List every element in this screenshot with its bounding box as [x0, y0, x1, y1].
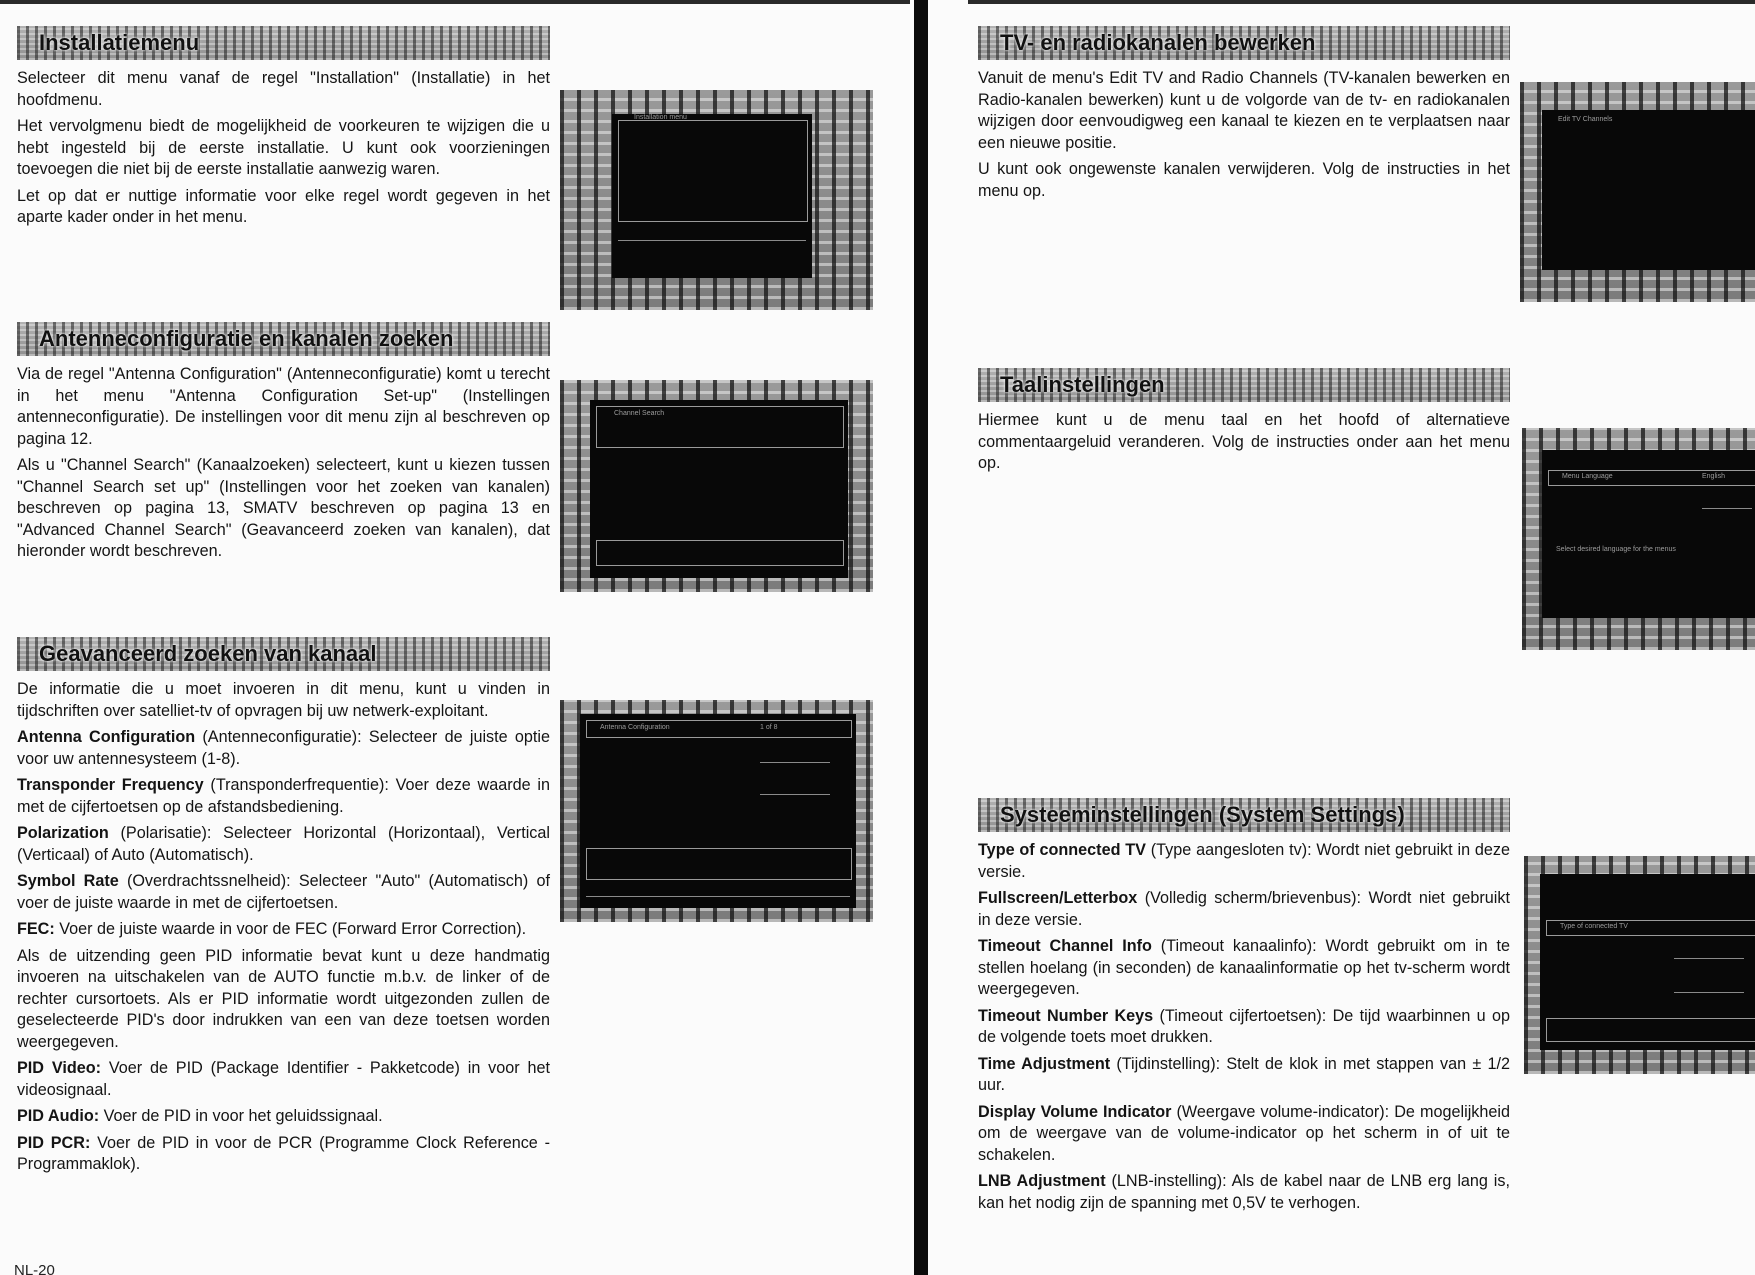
paragraph: Via de regel "Antenna Configuration" (Antenneconfiguratie) komt u terecht in het menu "Antenna Configuration Set-up" (Instellingen antenneconfiguratie). De instellingen voor dit menu zijn al beschreven op pagina 12. [17, 365, 550, 448]
section-taalinstellingen [978, 368, 1510, 480]
menu-row-label: Menu Language [1562, 473, 1613, 480]
page-number: NL-20 [14, 1262, 55, 1275]
definition-item [17, 823, 550, 866]
section-body [978, 410, 1510, 475]
menu-title: Installation menu [634, 114, 687, 121]
paragraph: Als u "Channel Search" (Kanaalzoeken) selecteert, kunt u kiezen tussen "Channel Search set up" (Instellingen voor het zoeken van kanalen) beschreven op pagina 13, SMATV beschreven op pagina 13 en "Advanced Channel Search" (Geavanceerd zoeken van kanalen), dat hieronder wordt beschreven. [17, 456, 550, 560]
definition: (Tijdinstelling): Stelt de klok in met stappen van ± 1/2 uur. [978, 1054, 1510, 1094]
definition: (Polarisatie): Selecteer Horizontal (Horizontaal), Vertical (Verticaal) of Auto (Automatisch). [17, 824, 550, 864]
menu-divider [1702, 508, 1752, 509]
definition: (Timeout kanaalinfo): Wordt gebruikt om in te stellen hoelang (in seconden) de kanaalinformatie op het tv-scherm wordt weergegeven. [978, 937, 1510, 998]
term: Transponder Frequency [17, 776, 204, 794]
section-kanalen-bewerken [978, 26, 1510, 207]
section-body [17, 68, 550, 229]
section-body [17, 679, 550, 1176]
menu-divider [1674, 958, 1744, 959]
definition-item [978, 840, 1510, 883]
term: PID PCR: [17, 1133, 91, 1152]
paragraph: De informatie die u moet invoeren in dit menu, kunt u vinden in tijdschriften over satelliet-tv of opvragen bij uw netwerk-exploitant. [17, 680, 550, 720]
menu-info-box [586, 848, 852, 880]
term: Polarization [17, 824, 109, 842]
definition-item [17, 1058, 550, 1101]
section-geavanceerd-zoeken [17, 637, 550, 1181]
section-heading: Geavanceerd zoeken van kanaal [39, 641, 377, 666]
definition: Voer de PID in voor de PCR (Programme Clock Reference - Programmaklok). [17, 1133, 550, 1173]
definition: (Type aangesloten tv): Wordt niet gebruikt in deze versie. [978, 841, 1510, 881]
screenshot-language-settings [1522, 428, 1755, 650]
term: Time Adjustment [978, 1054, 1111, 1073]
definition: (Weergave volume-indicator): De mogelijkheid om de weergave van de volume-indicator op het scherm in of uit te schakelen. [978, 1102, 1510, 1164]
section-systeeminstellingen [978, 798, 1510, 1219]
section-heading: Installatiemenu [39, 30, 200, 55]
paragraph: U kunt ook ongewenste kanalen verwijderen. Volg de instructies in het menu op. [978, 160, 1510, 200]
definition: Voer de PID in voor het geluidssignaal. [99, 1107, 383, 1125]
section-heading-bar [17, 322, 550, 356]
paragraph: Hiermee kunt u de menu taal en het hoofd of alternatieve commentaargeluid veranderen. Volg de instructies onder aan het menu op. [978, 411, 1510, 472]
section-heading: Systeeminstellingen (System Settings) [1000, 802, 1405, 827]
menu-divider [760, 762, 830, 763]
menu-info-box [596, 540, 844, 566]
menu-title: Edit TV Channels [1558, 116, 1613, 123]
screenshot-advanced-channel-search [560, 700, 873, 922]
paragraph: Selecteer dit menu vanaf de regel "Installation" (Installatie) in het hoofdmenu. [17, 69, 550, 109]
top-rule [968, 0, 1755, 4]
term: PID Video: [17, 1059, 101, 1077]
term: FEC: [17, 920, 55, 938]
menu-row-value: 1 of 8 [760, 724, 778, 731]
term: PID Audio: [17, 1107, 100, 1125]
definition-item [978, 1102, 1510, 1167]
screenshot-installation-menu [560, 90, 873, 310]
term: Fullscreen/Letterbox [978, 889, 1138, 907]
section-antenneconfiguratie [17, 322, 550, 568]
menu-panel [1542, 110, 1755, 270]
definition: (Overdrachtssnelheid): Selecteer "Auto" (Automatisch) of voer de juiste waarde in met de cijfertoetsen. [17, 872, 550, 912]
paragraph: Vanuit de menu's Edit TV and Radio Channels (TV-kanalen bewerken en Radio-kanalen bewerken) kunt u de volgorde van de tv- en radiokanalen wijzigen door eenvoudigweg een kanaal te kiezen en te verplaatsen naar een nieuwe positie. [978, 69, 1510, 152]
menu-row-label: Antenna Configuration [600, 724, 670, 731]
term: Symbol Rate [17, 872, 119, 890]
top-rule [0, 0, 910, 4]
definition-item [17, 919, 550, 941]
definition-item [17, 727, 550, 770]
definition: (Antenneconfiguratie): Selecteer de juiste optie voor uw antennesysteem (1-8). [17, 728, 551, 768]
term: Timeout Number Keys [978, 1006, 1154, 1025]
paragraph: Het vervolgmenu biedt de mogelijkheid de voorkeuren te wijzigen die u hebt ingesteld bij de eerste installatie. U kunt ook voorzieningen toevoegen die niet bij de eerste installatie aanwezig waren. [17, 117, 550, 178]
screenshot-channel-search [560, 380, 873, 592]
section-heading: TV- en radiokanalen bewerken [1000, 30, 1316, 55]
definition: (Transponderfrequentie): Voer deze waarde in met de cijfertoetsen op de afstandsbediening. [17, 776, 550, 816]
menu-info-box [1546, 1018, 1755, 1042]
section-heading-bar [978, 798, 1510, 832]
screenshot-system-settings [1524, 856, 1755, 1074]
term: Antenna Configuration [17, 728, 196, 746]
paragraph: Als de uitzending geen PID informatie bevat kunt u deze handmatig invoeren na uitschakelen van de AUTO functie m.b.v. de linker of de rechter cursortoets. Als er PID informatie wordt uitgezonden zullen de geselecteerde PID's door indrukken van een van deze toetsen worden weergegeven. [17, 946, 550, 1051]
section-installatiemenu [17, 26, 550, 234]
section-heading: Antenneconfiguratie en kanalen zoeken [39, 326, 454, 351]
section-body [17, 364, 550, 563]
term: Display Volume Indicator [978, 1102, 1172, 1121]
menu-frame [618, 120, 808, 222]
section-heading-bar [17, 637, 550, 671]
screenshot-edit-channels [1520, 82, 1755, 302]
definition: (Volledig scherm/brievenbus): Wordt niet gebruikt in deze versie. [978, 889, 1510, 929]
section-body [978, 840, 1510, 1214]
menu-hint: Select desired language for the menus [1556, 546, 1676, 553]
definition: (Timeout cijfertoetsen): De tijd waarbinnen u op de volgende toets moet drukken. [978, 1006, 1511, 1046]
section-heading: Taalinstellingen [1000, 372, 1165, 397]
term: LNB Adjustment [978, 1172, 1106, 1190]
menu-divider [586, 896, 850, 897]
menu-divider [618, 240, 806, 241]
page-right [928, 0, 1755, 1275]
definition: (LNB-instelling): Als de kabel naar de LNB erg lang is, kan het nodig zijn de spanning met 0,5V te verhogen. [978, 1172, 1510, 1212]
definition-item [17, 775, 550, 818]
paragraph: Let op dat er nuttige informatie voor elke regel wordt gegeven in het aparte kader onder in het menu. [17, 186, 550, 226]
section-heading-bar [978, 26, 1510, 60]
section-body [978, 68, 1510, 202]
definition-item [978, 1006, 1510, 1049]
term: Timeout Channel Info [978, 937, 1152, 955]
definition-item [978, 936, 1510, 1001]
definition-item [978, 888, 1510, 931]
section-heading-bar [17, 26, 550, 60]
menu-divider [760, 794, 830, 795]
menu-divider [1674, 992, 1744, 993]
menu-title: Channel Search [614, 410, 665, 417]
definition-item [978, 1054, 1510, 1097]
definition-item [17, 1106, 550, 1128]
definition-item [17, 871, 550, 914]
definition-item [17, 1133, 550, 1176]
definition: Voer de PID (Package Identifier - Pakketcode) in voor het videosignaal. [17, 1059, 550, 1099]
definition: Voer de juiste waarde in voor de FEC (Forward Error Correction). [54, 920, 527, 938]
menu-row-value: English [1702, 473, 1725, 480]
section-heading-bar [978, 368, 1510, 402]
term: Type of connected TV [978, 841, 1146, 859]
definition-item [978, 1171, 1510, 1214]
menu-row-label: Type of connected TV [1560, 923, 1628, 930]
